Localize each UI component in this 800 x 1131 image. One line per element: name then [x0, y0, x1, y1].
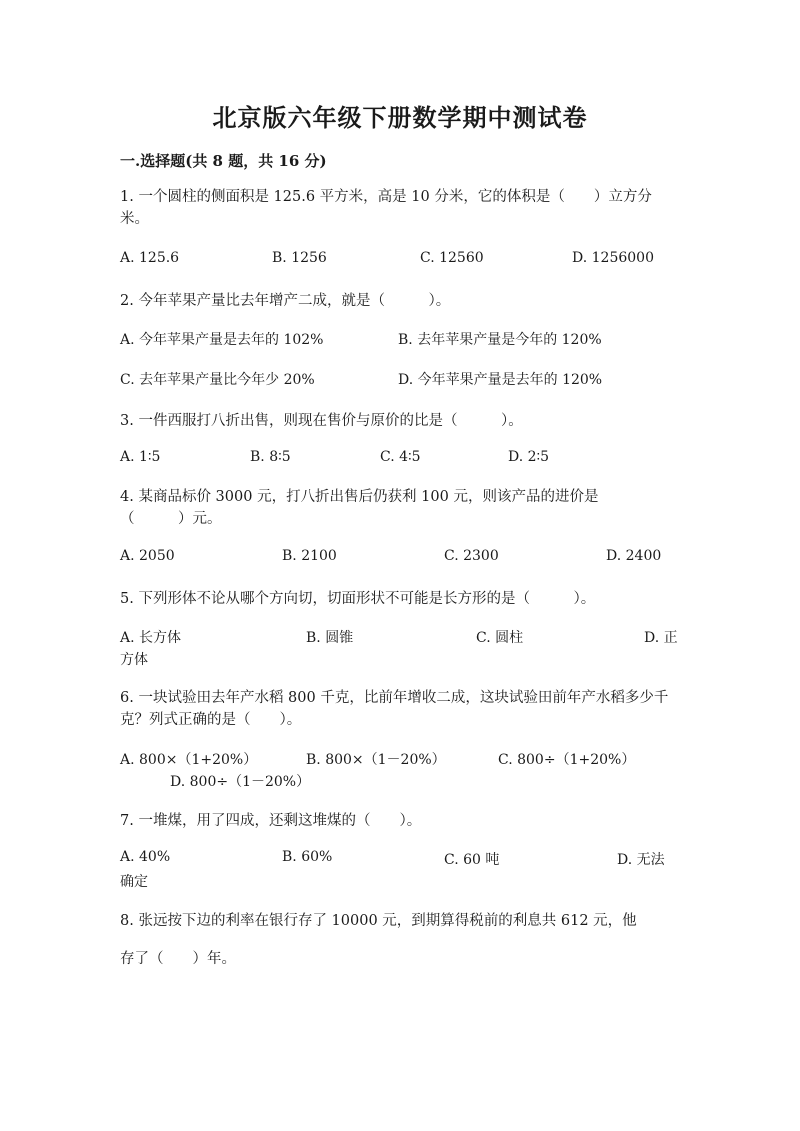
question-7-option-b: B. 60%	[282, 849, 333, 865]
question-7-option-d: D. 无法	[617, 852, 665, 868]
question-1-option-c: C. 12560	[420, 250, 484, 266]
question-3-option-c: C. 4∶5	[380, 449, 421, 465]
question-2-option-a: A. 今年苹果产量是去年的 102%	[120, 332, 324, 348]
question-6-text: 6. 一块试验田去年产水稻 800 千克，比前年增收二成，这块试验田前年产水稻多少千克？列式正确的是（ ）。	[120, 690, 669, 728]
question-7-option-c: C. 60 吨	[444, 852, 500, 868]
question-2-option-c: C. 去年苹果产量比今年少 20%	[120, 372, 315, 388]
question-3-text: 3. 一件西服打八折出售，则现在售价与原价的比是（ ）。	[120, 413, 523, 429]
question-7-option-d-continued: 确定	[120, 874, 148, 890]
question-5-option-a: A. 长方体	[120, 630, 182, 646]
question-7-option-a: A. 40%	[120, 849, 171, 865]
question-1-text: 1. 一个圆柱的侧面积是 125.6 平方米，高是 10 分米，它的体积是（ ）立方分米。	[120, 189, 652, 227]
question-7-text: 7. 一堆煤，用了四成，还剩这堆煤的（ ）。	[120, 813, 422, 829]
question-5-option-c: C. 圆柱	[476, 630, 524, 646]
question-5-option-d: D. 正	[644, 630, 678, 646]
question-3-option-b: B. 8∶5	[250, 449, 291, 465]
question-2-option-b: B. 去年苹果产量是今年的 120%	[398, 332, 602, 348]
question-4-option-b: B. 2100	[282, 548, 337, 564]
question-5-option-d-continued: 方体	[120, 652, 148, 668]
question-4-text: 4. 某商品标价 3000 元，打八折出售后仍获利 100 元，则该产品的进价是（ ）元。	[120, 489, 599, 527]
page-title: 北京版六年级下册数学期中测试卷	[212, 103, 588, 132]
question-8-text-line-2: 存了（ ）年。	[120, 951, 236, 967]
question-5-text: 5. 下列形体不论从哪个方向切，切面形状不可能是长方形的是（ ）。	[120, 591, 596, 607]
question-2-text: 2. 今年苹果产量比去年增产二成，就是（ ）。	[120, 293, 451, 309]
question-6-option-d: D. 800÷（1－20%）	[170, 774, 311, 790]
question-4-option-c: C. 2300	[444, 548, 499, 564]
question-6-option-c: C. 800÷（1+20%）	[498, 752, 636, 768]
question-3-option-a: A. 1∶5	[120, 449, 161, 465]
question-4-option-a: A. 2050	[120, 548, 175, 564]
question-1-option-b: B. 1256	[272, 250, 327, 266]
section-header: 一.选择题(共 8 题，共 16 分)	[120, 152, 327, 170]
question-8-text-line-1: 8. 张远按下边的利率在银行存了 10000 元，到期算得税前的利息共 612 元，他	[120, 913, 637, 929]
question-1-option-a: A. 125.6	[120, 250, 180, 266]
question-6-option-b: B. 800×（1－20%）	[306, 752, 446, 768]
question-2-option-d: D. 今年苹果产量是去年的 120%	[398, 372, 603, 388]
question-5-option-b: B. 圆锥	[306, 630, 354, 646]
question-6-option-a: A. 800×（1+20%）	[120, 752, 258, 768]
question-4-option-d: D. 2400	[606, 548, 662, 564]
question-3-option-d: D. 2∶5	[508, 449, 550, 465]
question-1-option-d: D. 1256000	[572, 250, 654, 266]
